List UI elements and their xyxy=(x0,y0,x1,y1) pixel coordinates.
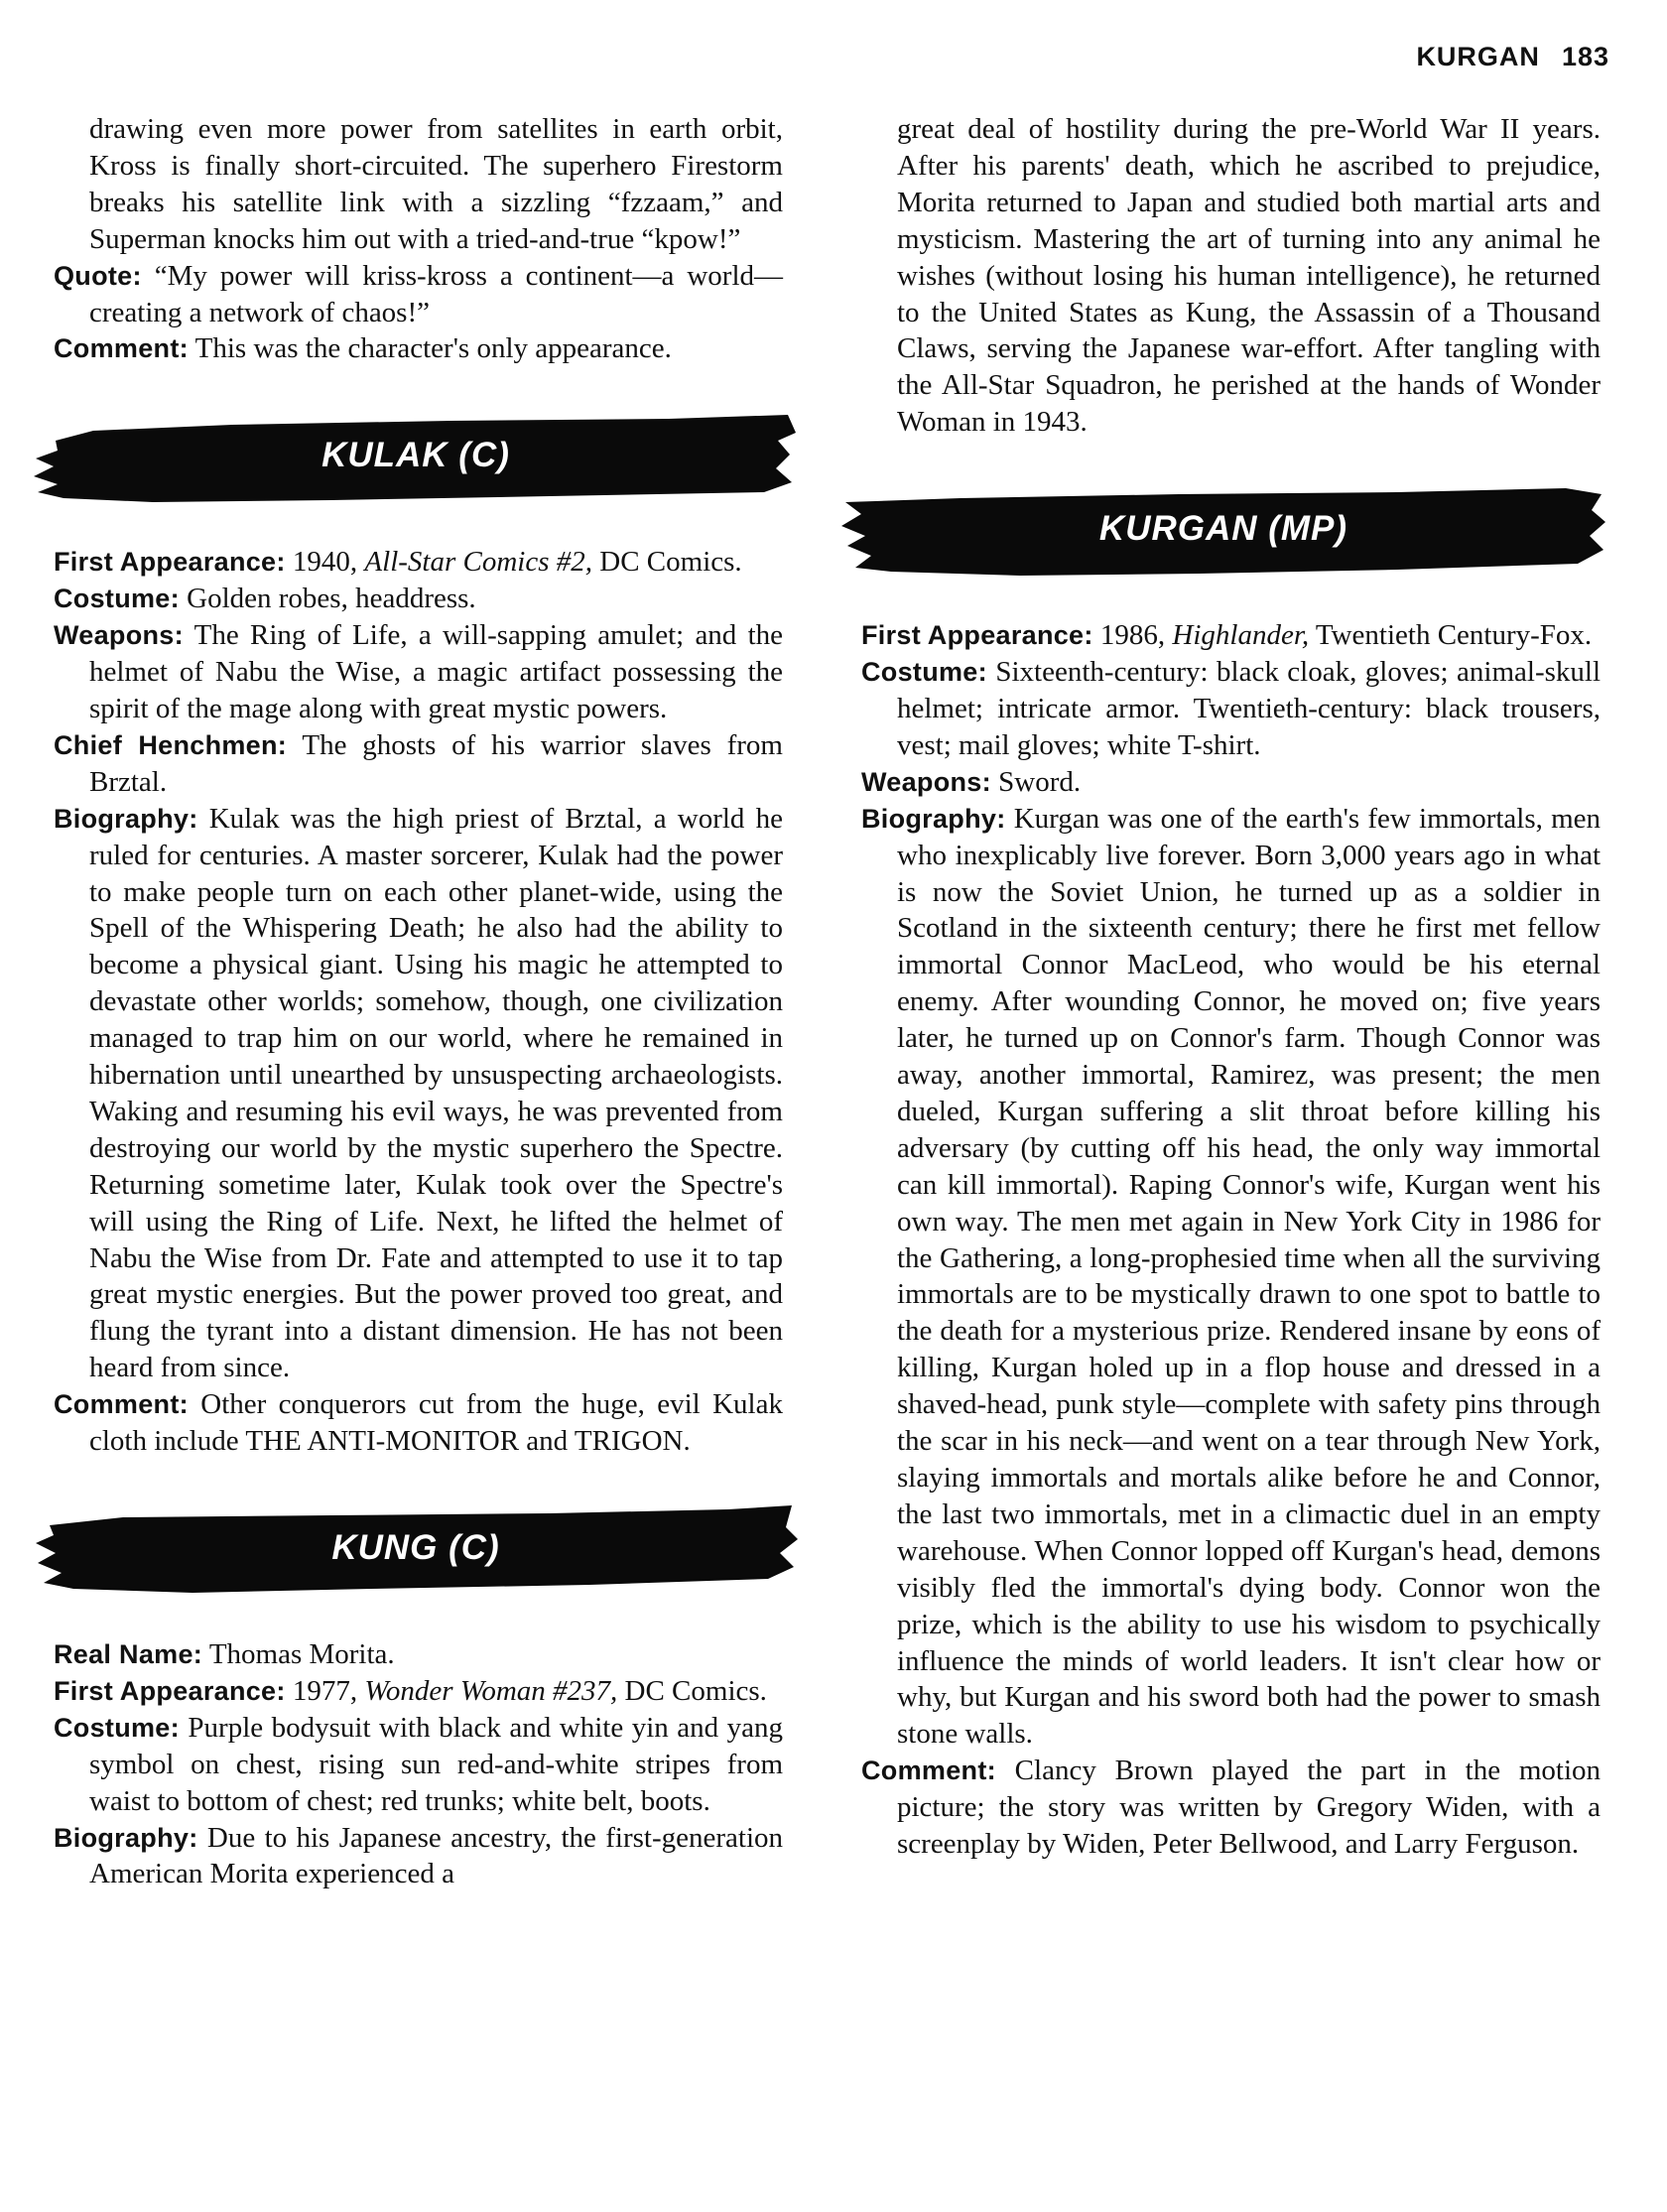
kurgan-title: KURGAN (MP) xyxy=(1098,509,1348,549)
kulak-title: KULAK (C) xyxy=(321,436,510,475)
kross-comment: Comment: This was the character's only appearance. xyxy=(54,332,672,365)
field-label: Weapons: xyxy=(861,766,991,797)
field-label: Biography: xyxy=(54,1822,198,1853)
kung-biography: Biography: Due to his Japanese ancestry, the first-generation American Morita experienced a xyxy=(54,1821,784,1890)
kulak-henchmen: Chief Henchmen: The ghosts of his warrior slaves from Brztal. xyxy=(54,728,783,798)
kurgan-comment: Comment: Clancy Brown played the part in the motion picture; the story was written by Gregory Widen, with a screenplay by Widen, Peter Bellwood, and Larry Ferguson. xyxy=(861,1755,1602,1861)
field-label: Costume: xyxy=(861,657,987,688)
field-label: Biography: xyxy=(54,803,198,834)
field-label: Costume: xyxy=(54,1712,180,1743)
kung-title: KUNG (C) xyxy=(331,1528,500,1567)
kurgan-weapons: Weapons: Sword. xyxy=(861,765,1082,798)
field-label: Biography: xyxy=(861,803,1006,834)
kulak-comment: Comment: Other conquerors cut from the huge, evil Kulak cloth include THE ANTI-MONITOR and TRIGON. xyxy=(54,1388,783,1458)
kung-section-banner xyxy=(34,1503,798,1599)
kung-costume: Costume: Purple bodysuit with black and white yin and yang symbol on chest, rising sun red-and-white stripes from waist to bottom of chest; red trunks; white belt, boots. xyxy=(54,1711,784,1817)
field-label: Comment: xyxy=(54,333,189,364)
kung-real-name: Real Name: Thomas Morita. xyxy=(54,1638,395,1670)
kurgan-biography: Biography: Kurgan was one of the earth's few immortals, men who inexplicably live forever. Born 3,000 years ago in what is now the Soviet Union, he turned up as a soldier in Scotland in the sixteenth century; there he first met fellow immortal Connor MacLeod, who would be his eternal enemy. After wounding Connor, he moved on; five years later, he turned up on Connor's farm. Though Connor was away, another immortal, Ramirez, was present; the men dueled, Kurgan suffering a slit throat before killing his adversary (by cutting off his head, the only way immortal can kill immortal). Raping Connor's wife, Kurgan went his own way. The men met again in New York City in 1986 for the Gathering, a long-prophesied time when all the surviving immortals are to be mystically drawn to one spot to battle to the death for a mysterious prize. Rendered insane by eons of killing, Kurgan holed up in a flop house and dressed in a shaved-head, punk style—complete with safety pins through the scar in his neck—and went on a tear through New York, slaying immortals and mortals alike before he and Connor, the last two immortals, met in a climactic duel in an empty warehouse. When Connor lopped off Kurgan's head, demons visibly fled the immortal's dying body. Connor won the prize, which is the ability to use his wisdom to psychically influence the minds of world leaders. It isn't clear how or why, but Kurgan and his sword both had the power to smash stone walls. xyxy=(861,802,1601,1751)
kross-continued-text: drawing even more power from satellites in earth orbit, Kross is finally short-circuited. The superhero Firestorm breaks his satellite link with a sizzling “fzzaam,” and Superman knocks him out with a tried-and-true “kpow!” xyxy=(89,113,783,255)
kurgan-costume: Costume: Sixteenth-century: black cloak, gloves; animal-skull helmet; intricate armor. Twentieth-century: black trousers, vest; mail gloves; white T-shirt. xyxy=(861,656,1602,761)
kulak-costume: Costume: Golden robes, headdress. xyxy=(54,583,476,615)
kulak-section-banner xyxy=(34,411,798,506)
field-label: Quote: xyxy=(54,260,142,291)
running-header xyxy=(1416,42,1609,72)
field-label: Costume: xyxy=(54,584,180,614)
field-label: First Appearance: xyxy=(54,1675,286,1706)
kung-first-appearance: First Appearance: 1977, Wonder Woman #237, DC Comics. xyxy=(54,1674,767,1707)
running-header-title: KURGAN xyxy=(1416,42,1540,71)
kurgan-first-appearance: First Appearance: 1986, Highlander, Twentieth Century-Fox. xyxy=(861,619,1593,652)
right-column xyxy=(861,111,1601,1863)
kulak-weapons: Weapons: The Ring of Life, a will-sapping amulet; and the helmet of Nabu the Wise, a magic artifact possessing the spirit of the mage along with great mystic powers. xyxy=(54,619,783,724)
field-label: Real Name: xyxy=(54,1639,203,1669)
field-label: Weapons: xyxy=(54,620,184,651)
field-label: First Appearance: xyxy=(54,547,286,578)
left-column xyxy=(54,111,783,1892)
kung-biography-continued: great deal of hostility during the pre-World War II years. After his parents' death, which he ascribed to prejudice, Morita returned to Japan and studied both martial arts and mysticism. Mastering the art of turning into any animal he wishes (without losing his human intelligence), he returned to the United States as Kung, the Assassin of a Thousand Claws, serving the Japanese war-effort. After tangling with the All-Star Squadron, he perished at the hands of Wonder Woman in 1943. xyxy=(897,113,1601,439)
field-label: Comment: xyxy=(54,1389,189,1420)
field-label: Comment: xyxy=(861,1756,996,1786)
kulak-biography: Biography: Kulak was the high priest of Brztal, a world he ruled for centuries. A master sorcerer, Kulak had the power to make people turn on each other planet-wide, using the Spell of the Whispering Death; he also had the ability to become a physical giant. Using his magic he attempted to devastate other worlds; somehow, though, one civilization managed to trap him on our world, where he remained in hibernation until unearthed by unsuspecting archaeologists. Waking and resuming his evil ways, he was prevented from destroying our world by the mystic superhero the Spectre. Returning sometime later, Kulak took over the Spectre's will using the Ring of Life. Next, he lifted the helmet of Nabu the Wise from Dr. Fate and attempted to use it to tap great mystic energies. But the power proved too great, and flung the tyrant into a distant dimension. He has not been heard from since. xyxy=(54,802,783,1384)
page-number: 183 xyxy=(1561,42,1609,71)
kurgan-section-banner xyxy=(841,484,1605,580)
field-label: Chief Henchmen: xyxy=(54,729,288,760)
field-label: First Appearance: xyxy=(861,620,1093,651)
kross-quote: Quote: “My power will kriss-kross a continent—a world—creating a network of chaos!” xyxy=(54,259,784,328)
kulak-first-appearance: First Appearance: 1940, All-Star Comics #2, DC Comics. xyxy=(54,546,742,579)
